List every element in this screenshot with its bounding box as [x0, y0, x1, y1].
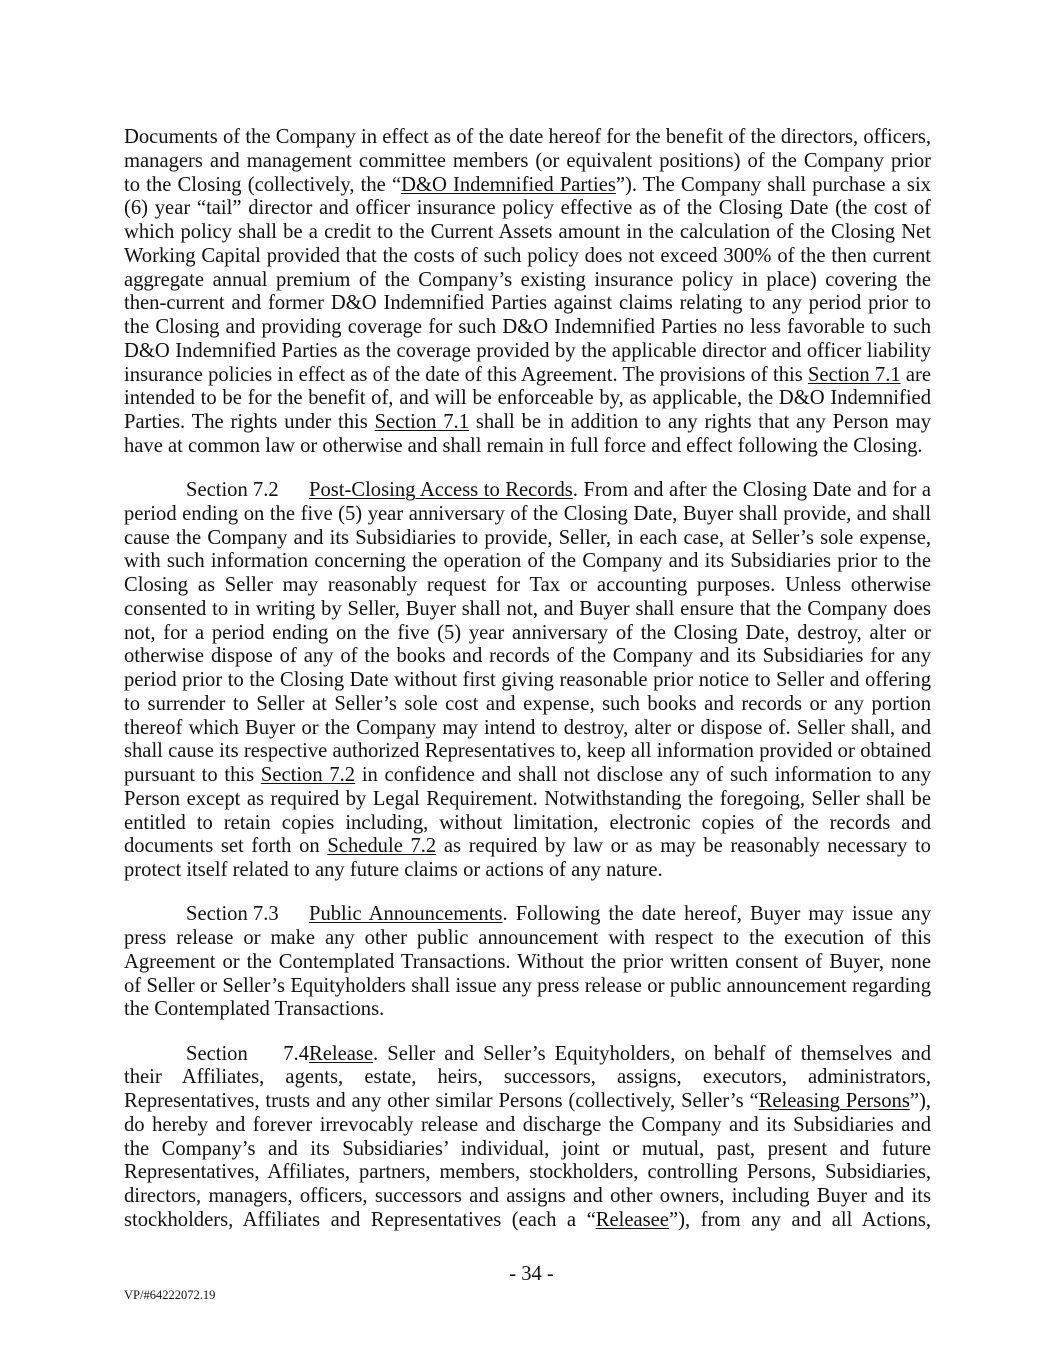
paragraph-text: as required by law or as may be reasonably necessary to protect itself related to any future claims or actions of any nature.: [124, 835, 931, 881]
paragraph-text: . From and after the Closing Date and for a period ending on the five (5) year anniversary of the Closing Date, Buyer shall provide, and shall cause the Company and its Subsidiaries to provide, Seller, in each case, at Seller’s sole expense, with such information concerning the operation of the Company and its Subsidiaries prior to the Closing as Seller may reasonably request for Tax or accounting purposes. Unless otherwise consented to in writing by Seller, Buyer shall not, and Buyer shall ensure that the Company does not, for a period ending on the five (5) year anniversary of the Closing Date, destroy, alter or otherwise dispose of any of the books and records of the Company and its Subsidiaries for any period prior to the Closing Date without first giving reasonable prior notice to Seller and offering to surrender to Seller at Seller’s sole cost and expense, such books and records or any portion thereof which Buyer or the Company may intend to destroy, alter or dispose of. Seller shall, and shall cause its respective authorized Representatives to, keep all information provided or obtained pursuant to this: [124, 479, 931, 786]
defined-term: Release: [309, 1042, 374, 1065]
paragraph: [124, 126, 931, 459]
defined-term: Section 7.2: [260, 764, 356, 786]
defined-term: Section 7.1: [807, 363, 901, 386]
paragraph-text: are intended to be for the benefit of, and will be enforceable by, as applicable, the D&O Indemnified Parties. The rights under this: [124, 363, 931, 433]
defined-term: Releasee: [595, 1208, 669, 1231]
defined-term: Section 7.1: [374, 411, 470, 433]
defined-term: Schedule 7.2: [327, 835, 437, 858]
paragraph-text: ”), do hereby and forever irrevocably release and discharge the Company and its Subsidiaries and the Company’s and its Subsidiaries’ individual, joint or mutual, past, present and future Representatives, Affiliates, partners, members, stockholders, controlling Persons, Subsidiaries, directors, managers, officers, successors and assigns and other owners, including Buyer and its stockholders, Affiliates and Representatives (each a “: [124, 1090, 931, 1231]
paragraph-text: shall be in addition to any rights that any Person may have at common law or otherwise and shall remain in full force and effect following the Closing.: [124, 411, 931, 457]
paragraph-text: ”), from any and all Actions,: [668, 1208, 931, 1231]
section-paragraph: [124, 479, 931, 883]
defined-term: Public Announcements: [309, 903, 503, 926]
section-number: Section 7.3: [186, 903, 279, 926]
document-body: [124, 126, 931, 1253]
section-paragraph: [124, 903, 931, 1022]
document-id: VP/#64222072.19: [124, 1288, 216, 1302]
defined-term: Post-Closing Access to Records: [309, 479, 573, 501]
paragraph-text: in confidence and shall not disclose any of such information to any Person except as required by Legal Requirement. Notwithstanding the foregoing, Seller shall be entitled to retain copies including, without limitation, electronic copies of the records and documents set forth on: [124, 764, 931, 858]
paragraph-text: . Following the date hereof, Buyer may issue any press release or make any other public announcement with respect to the execution of this Agreement or the Contemplated Transactions. Without the prior written consent of Buyer, none of Seller or Seller’s Equityholders shall issue any press release or public announcement regarding the Contemplated Transactions.: [124, 903, 931, 1021]
paragraph-text: ”). The Company shall purchase a six (6) year “tail” director and officer insurance policy effective as of the Closing Date (the cost of which policy shall be a credit to the Current Assets amount in the calculation of the Closing Net Working Capital provided that the costs of such policy does not exceed 300% of the then current aggregate annual premium of the Company’s existing insurance policy in place) covering the then-current and former D&O Indemnified Parties against claims relating to any period prior to the Closing and providing coverage for such D&O Indemnified Parties no less favorable to such D&O Indemnified Parties as the coverage provided by the applicable director and officer liability insurance policies in effect as of the date of this Agreement. The provisions of this: [124, 173, 931, 386]
section-paragraph: [124, 1043, 931, 1233]
section-number: Section 7.2: [186, 479, 279, 501]
paragraph-text: Documents of the Company in effect as of the date hereof for the benefit of the directors, officers, managers and management committee members (or equivalent positions) of the Company prior to the Closing (collectively, the “: [124, 126, 931, 196]
defined-term: Releasing Persons: [758, 1090, 910, 1112]
paragraph-text: . Seller and Seller’s Equityholders, on behalf of themselves and their Affiliates, agents, estate, heirs, successors, assigns, executors, administrators, Representatives, trusts and any other similar Persons (collectively, Seller’s “: [124, 1042, 931, 1112]
section-number: Section 7.4: [186, 1042, 309, 1065]
defined-term: D&O Indemnified Parties: [401, 173, 616, 196]
page-number: - 34 -: [509, 1263, 554, 1285]
